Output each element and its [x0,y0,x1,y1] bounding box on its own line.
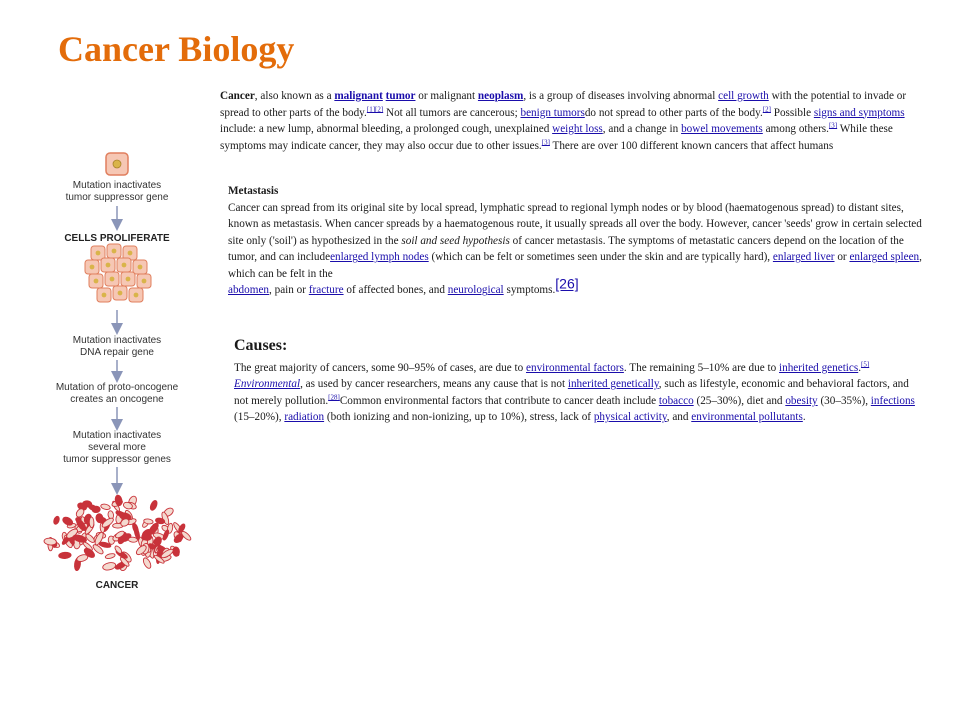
intro-text: , is a group of diseases involving abnormal [523,90,719,102]
metastasis-text: , pain or [269,284,309,297]
metastasis-heading: Metastasis [228,185,279,197]
metastasis-text: or [834,251,850,264]
intro-text: or malignant [415,90,478,102]
causes-text: , such as lifestyle, economic and behavioral factors, and not merely pollution. [234,378,909,407]
link-inherited-genetics[interactable]: inherited genetics [779,361,859,374]
intro-text: include: a new lump, abnormal bleeding, a prolonged cough, unexplained [220,123,553,136]
cell-nucleus [126,277,131,282]
intro-text: with the potential to invade or spread to other parts of the body. [220,90,907,119]
metastasis-text: (which can be felt or sometimes seen under the skin and are typically hard), [428,251,773,264]
diagram-step3-line1: Mutation inactivates [72,335,162,346]
cell-nucleus [142,279,147,284]
causes-text: (25–30%), diet and [693,394,786,407]
causes-text: (both ionizing and non-ionizing, up to 10%), stress, lack of [324,411,594,424]
link-infections[interactable]: infections [870,394,915,407]
link-enlarged-liver[interactable]: enlarged liver [772,251,835,264]
diagram-step5-line3: tumor suppressor genes [63,454,171,465]
metastasis-text: of affected bones, and [343,284,448,297]
tumor-cell-shape [44,538,57,546]
cell-nucleus [110,277,115,282]
diagram-step5-line1: Mutation inactivates [72,430,162,441]
diagram-step1-line2: tumor suppressor gene [65,192,169,203]
link-enlarged-lymph-nodes[interactable]: enlarged lymph nodes [330,251,429,264]
diagram-step6: CANCER [95,580,139,591]
intro-text: While these symptoms may indicate cancer, they may also occur due to other issues. [220,123,893,152]
metastasis-text: of cancer metastasis. The symptoms of metastatic cancers depend on the location of the tumor, and can include [228,234,904,264]
page-title: Cancer Biology [58,29,295,69]
tumor-cell-shape [89,517,94,528]
causes-text: (30–35%), [817,394,871,407]
citation-2[interactable]: [2] [762,104,771,113]
link-tumor[interactable]: tumor [385,90,416,102]
diagram-step2: CELLS PROLIFERATE [64,233,170,244]
link-cell-growth[interactable]: cell growth [718,90,769,102]
tumor-cell-shape [58,552,71,559]
diagram-step4-line2: creates an oncogene [70,394,164,405]
intro-text: , and a change in [602,123,682,136]
tumor-cell-shape [114,545,123,555]
diagram-step3-line2: DNA repair gene [80,347,154,358]
cell-nucleus [118,291,123,296]
citation-3b[interactable]: [3] [541,138,550,146]
intro-text: among others. [762,123,829,136]
tumor-cell-shape [102,561,116,571]
intro-text: There are over 100 different known cancers that affect humans [549,139,834,152]
cell-nucleus [138,265,143,270]
metastasis-section [228,183,928,299]
causes-text: . [802,411,806,424]
cell-nucleus [128,251,133,256]
intro-text: Not all tumors are cancerous; [383,106,521,119]
link-benign-tumors[interactable]: benign tumors [520,106,585,119]
cell-nucleus [94,279,99,284]
causes-heading: Causes: [234,337,288,354]
link-abdomen[interactable]: abdomen [228,284,270,297]
tumor-cell-shape [92,506,100,513]
citation-1-2[interactable]: [1][2] [366,104,384,113]
cancer-progression-diagram [40,145,200,600]
tumor-cell-shape [149,500,158,512]
link-environmental[interactable]: Environmental [234,378,301,391]
diagram-step5-line2: several more [88,442,146,453]
tumor-cell-shape [105,553,116,560]
tumor-mass-icon [44,495,192,572]
link-radiation[interactable]: radiation [284,411,325,424]
cell-nucleus [122,263,127,268]
causes-text: , as used by cancer researchers, means any cause that is not [300,378,568,391]
cell-nucleus [90,265,95,270]
link-environmental-factors[interactable]: environmental factors [526,361,624,374]
link-neurological[interactable]: neurological [447,284,504,297]
proliferating-cells-icon [85,244,151,302]
citation-5[interactable]: [5] [861,359,870,368]
link-weight-loss[interactable]: weight loss [552,123,603,136]
tumor-cell-shape [142,557,152,570]
tumor-cell-shape [53,516,61,525]
cell-nucleus [106,263,111,268]
link-enlarged-spleen[interactable]: enlarged spleen [849,251,920,264]
tumor-cell-shape [100,503,111,510]
causes-section [234,334,924,426]
metastasis-text: Cancer can spread from its original site by local spread, lymphatic spread to regional lymph nodes or by blood (haematogenous spread) to distant sites, known as metastasis. When cancer spreads by a haematogenous route, it usually spreads all over the body. However, cancer 'seeds' grow in certain selected site only ('soil') as hypothesized in the [228,201,922,247]
link-malignant[interactable]: malignant [334,90,383,102]
cell-nucleus [134,293,139,298]
link-bowel-movements[interactable]: bowel movements [681,123,763,136]
cell-nucleus [112,249,117,254]
link-obesity[interactable]: obesity [785,394,818,407]
cell-nucleus [102,293,107,298]
citation-28[interactable]: [28] [328,393,340,402]
intro-term: Cancer [220,90,255,102]
link-environmental-pollutants[interactable]: environmental pollutants [691,411,803,424]
tumor-cell-shape [82,500,92,507]
intro-text: Possible [770,106,814,119]
link-tobacco[interactable]: tobacco [658,394,694,407]
causes-text: . [858,361,862,374]
diagram-step1-line1: Mutation inactivates [72,180,162,191]
causes-text: Common environmental factors that contribute to cancer death include [339,394,659,407]
soil-seed-hypothesis: soil and seed hypothesis [401,234,510,247]
cell-nucleus [96,251,101,256]
causes-text: (15–20%), [234,411,285,424]
metastasis-text: symptoms. [503,284,556,297]
causes-text: The great majority of cancers, some 90–95% of cases, are due to [234,361,527,374]
single-cell-icon [106,153,128,175]
causes-text: , and [666,411,692,424]
metastasis-text: , which can be felt in the [228,251,922,280]
citation-3[interactable]: [3] [828,121,838,130]
link-neoplasm[interactable]: neoplasm [477,90,524,102]
link-fracture[interactable]: fracture [308,284,344,297]
causes-text: . The remaining 5–10% are due to [623,361,780,374]
link-inherited-genetically[interactable]: inherited genetically [567,378,659,391]
citation-26[interactable]: [26] [555,275,579,292]
link-signs-symptoms[interactable]: signs and symptoms [813,106,905,119]
diagram-step4-line1: Mutation of proto-oncogene [55,382,179,393]
link-physical-activity[interactable]: physical activity [593,411,667,424]
intro-paragraph [220,88,910,154]
intro-text: do not spread to other parts of the body. [584,106,763,119]
intro-text: , also known as a [254,90,335,102]
